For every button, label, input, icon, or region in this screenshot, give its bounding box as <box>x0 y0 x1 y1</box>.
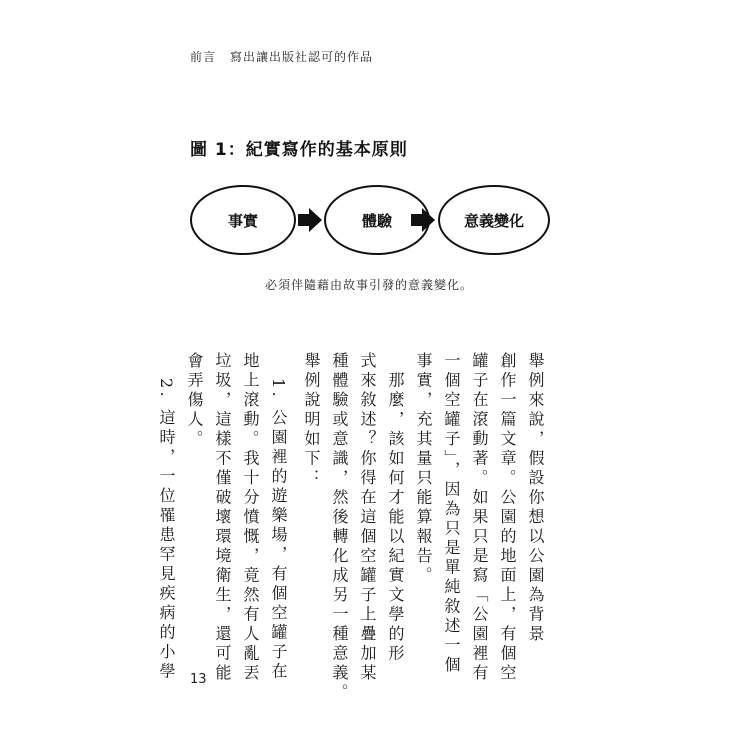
body-column: 舉例來說，假設你想以公園為背景 <box>526 352 545 645</box>
example-column: 1. 公園裡的遊樂場，有個空罐子在 <box>269 378 288 682</box>
figure-caption: 必須伴隨藉由故事引發的意義變化。 <box>265 278 474 292</box>
body-column: 舉例說明如下： <box>302 352 321 489</box>
page-number: 13 <box>190 672 207 687</box>
figure-title: 圖 1：紀實寫作的基本原則 <box>190 140 408 160</box>
example-column: 地上滾動。我十分憤慨，竟然有人亂丟 <box>241 352 260 684</box>
arrow-right-icon <box>411 208 435 232</box>
arrow-right-icon <box>298 208 322 232</box>
body-column: 罐子在滾動著。如果只是寫「公園裡有 <box>470 352 489 684</box>
node-fact: 事實 <box>190 185 296 255</box>
example-column: 會弄傷人。 <box>185 352 204 450</box>
header-section: 前言 <box>190 50 217 64</box>
node-experience: 體驗 <box>324 185 430 255</box>
body-column: 一個空罐子」，因為只是單純敘述一個 <box>442 352 461 676</box>
example-column: 2. 這時，一位罹患罕見疾病的小學 <box>157 378 176 682</box>
body-column: 種體驗或意識，然後轉化成另一種意義。 <box>330 352 349 703</box>
body-column: 式來敘述？你得在這個空罐子上疊加某 <box>358 352 377 684</box>
header-chapter: 寫出讓出版社認可的作品 <box>230 50 374 64</box>
example-column: 垃圾，這樣不僅破壞環境衛生，還可能 <box>213 352 232 684</box>
node-meaning-change: 意義變化 <box>438 185 550 255</box>
body-column: 那麼，該如何才能以紀實文學的形 <box>386 352 405 664</box>
body-column: 事實，充其量只能算報告。 <box>414 352 433 586</box>
body-column: 創作一篇文章。公園的地面上，有個空 <box>498 352 517 684</box>
running-header <box>190 48 373 65</box>
